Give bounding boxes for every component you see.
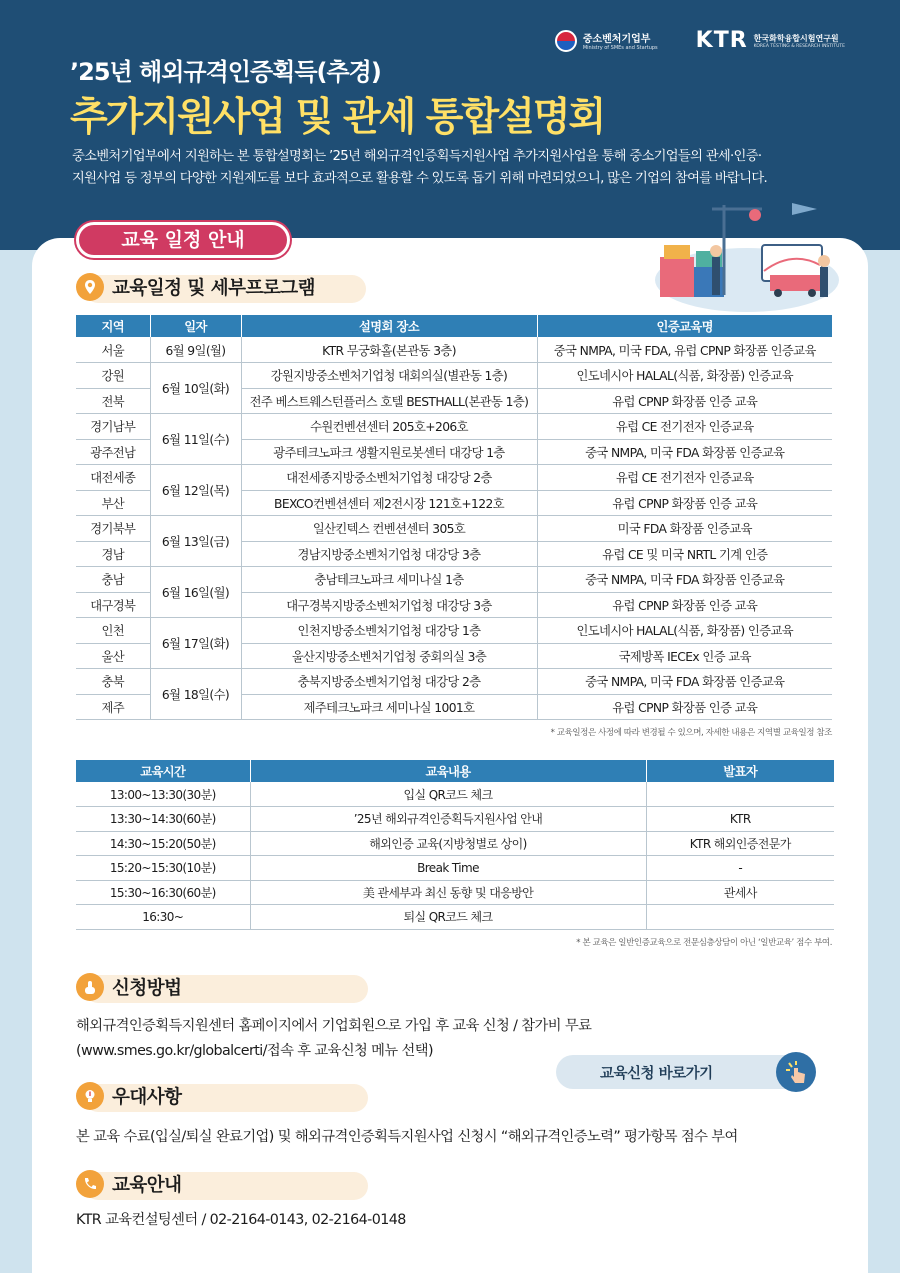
- cell-time: 13:00~13:30(30분): [76, 782, 250, 807]
- contact-text: KTR 교육컨설팅센터 / 02-2164-0143, 02-2164-0148: [76, 1212, 406, 1228]
- cell-speaker: 관세사: [646, 880, 834, 905]
- contact-section-heading: [76, 1170, 181, 1198]
- schedule-section-heading: [76, 273, 315, 301]
- apply-section-title: 신청방법: [112, 978, 182, 999]
- mss-name: 중소벤처기업부: [582, 34, 651, 45]
- cell-course: 중국 NMPA, 미국 FDA 화장품 인증교육: [537, 669, 832, 695]
- col-time: 교육시간: [76, 760, 250, 782]
- lightbulb-icon: [76, 1082, 104, 1110]
- cell-venue: 경남지방중소벤처기업청 대강당 3층: [241, 541, 537, 567]
- cell-course: 중국 NMPA, 미국 FDA 화장품 인증교육: [537, 439, 832, 465]
- cell-region: 충북: [76, 669, 150, 695]
- cell-region: 인천: [76, 618, 150, 644]
- col-date: 일자: [150, 315, 241, 337]
- schedule-header-row: [76, 315, 832, 337]
- cell-venue: 울산지방중소벤처기업청 중회의실 3층: [241, 643, 537, 669]
- program-table: [76, 760, 834, 930]
- cell-venue: 대전세종지방중소벤처기업청 대강당 2층: [241, 465, 537, 491]
- cell-venue: 인천지방중소벤처기업청 대강당 1층: [241, 618, 537, 644]
- cell-course: 국제방폭 IECEx 인증 교육: [537, 643, 832, 669]
- cell-venue: 대구경북지방중소벤처기업청 대강당 3층: [241, 592, 537, 618]
- apply-text-line2: (www.smes.go.kr/globalcerti/접속 후 교육신청 메뉴 선택): [76, 1043, 433, 1059]
- cell-speaker: -: [646, 856, 834, 881]
- benefit-section-title: 우대사항: [112, 1087, 182, 1108]
- cell-speaker: [646, 782, 834, 807]
- table-row: [76, 669, 832, 695]
- cell-date: 6월 13일(금): [150, 516, 241, 567]
- location-pin-icon: [76, 273, 104, 301]
- cell-content: 퇴실 QR코드 체크: [250, 905, 646, 930]
- contact-section-title: 교육안내: [112, 1175, 182, 1196]
- benefit-text: 본 교육 수료(입실/퇴실 완료기업) 및 해외규격인증획득지원사업 신청시 “해외규격인증노력” 평가항목 점수 부여: [76, 1129, 738, 1145]
- cell-date: 6월 10일(화): [150, 363, 241, 414]
- program-note: * 본 교육은 일반인증교육으로 전문심층상담이 아닌 ‘일반교육’ 점수 부여.: [576, 938, 832, 948]
- cell-region: 대구경북: [76, 592, 150, 618]
- cell-region: 전북: [76, 388, 150, 414]
- cell-venue: 일산킨텍스 컨벤션센터 305호: [241, 516, 537, 542]
- mss-logo: [555, 30, 658, 52]
- cell-venue: BEXCO컨벤션센터 제2전시장 121호+122호: [241, 490, 537, 516]
- program-header-row: [76, 760, 834, 782]
- cell-course: 유럽 CE 전기전자 인증교육: [537, 465, 832, 491]
- cell-date: 6월 11일(수): [150, 414, 241, 465]
- col-venue: 설명회 장소: [241, 315, 537, 337]
- cell-region: 광주전남: [76, 439, 150, 465]
- cell-region: 충남: [76, 567, 150, 593]
- cell-region: 강원: [76, 363, 150, 389]
- taeguk-icon: [555, 30, 577, 52]
- schedule-table: [76, 315, 832, 720]
- cell-course: 인도네시아 HALAL(식품, 화장품) 인증교육: [537, 363, 832, 389]
- logistics-illustration-icon: [652, 195, 842, 315]
- cell-region: 경기북부: [76, 516, 150, 542]
- cell-venue: 광주테크노파크 생활지원로봇센터 대강당 1층: [241, 439, 537, 465]
- ktr-name: 한국화학융합시험연구원: [753, 33, 839, 43]
- cell-region: 경기남부: [76, 414, 150, 440]
- table-row: [76, 831, 834, 856]
- cell-course: 미국 FDA 화장품 인증교육: [537, 516, 832, 542]
- cell-course: 유럽 CPNP 화장품 인증 교육: [537, 592, 832, 618]
- intro-text: 중소벤처기업부에서 지원하는 본 통합설명회는 ’25년 해외규격인증획득지원사업 추가지원사업을 통해 중소기업들의 관세·인증·지원사업 등 정부의 다양한 지원제도를 보다 효과적으로 활용할 수 있도록 돕기 위해 마련되었으니, 많은 기업의 참여를 바랍니다.: [72, 149, 768, 186]
- cell-date: 6월 18일(수): [150, 669, 241, 720]
- cell-course: 유럽 CE 전기전자 인증교육: [537, 414, 832, 440]
- benefit-section-heading: [76, 1082, 181, 1110]
- cell-region: 대전세종: [76, 465, 150, 491]
- program-body: [76, 782, 834, 929]
- cell-course: 인도네시아 HALAL(식품, 화장품) 인증교육: [537, 618, 832, 644]
- table-row: [76, 465, 832, 491]
- col-region: 지역: [76, 315, 150, 337]
- table-row: [76, 807, 834, 832]
- cell-venue: 수원컨벤션센터 205호+206호: [241, 414, 537, 440]
- ktr-mark: KTR: [695, 28, 748, 53]
- ktr-logo: [696, 28, 845, 53]
- cell-course: 중국 NMPA, 미국 FDA, 유럽 CPNP 화장품 인증교육: [537, 337, 832, 363]
- pointer-hand-icon: [76, 973, 104, 1001]
- cell-course: 유럽 CE 및 미국 NRTL 기계 인증: [537, 541, 832, 567]
- cell-date: 6월 16일(월): [150, 567, 241, 618]
- cell-course: 유럽 CPNP 화장품 인증 교육: [537, 490, 832, 516]
- click-hand-icon[interactable]: [776, 1052, 816, 1092]
- cell-speaker: KTR 해외인증전문가: [646, 831, 834, 856]
- col-course: 인증교육명: [537, 315, 832, 337]
- cell-date: 6월 12일(목): [150, 465, 241, 516]
- cell-venue: 강원지방중소벤처기업청 대회의실(별관동 1층): [241, 363, 537, 389]
- schedule-section-title: 교육일정 및 세부프로그램: [112, 278, 315, 299]
- page-subtitle: ’25년 해외규격인증획득(추경): [70, 58, 381, 86]
- cell-time: 15:30~16:30(60분): [76, 880, 250, 905]
- cell-time: 16:30~: [76, 905, 250, 930]
- schedule-note: * 교육일정은 사정에 따라 변경될 수 있으며, 자세한 내용은 지역별 교육일정 참조: [550, 728, 832, 738]
- cell-venue: 충남테크노파크 세미나실 1층: [241, 567, 537, 593]
- cell-course: 유럽 CPNP 화장품 인증 교육: [537, 694, 832, 720]
- cell-content: 해외인증 교육(지방청별로 상이): [250, 831, 646, 856]
- cell-course: 중국 NMPA, 미국 FDA 화장품 인증교육: [537, 567, 832, 593]
- cell-date: 6월 9일(월): [150, 337, 241, 363]
- cell-speaker: KTR: [646, 807, 834, 832]
- apply-shortcut-label: 교육신청 바로가기: [600, 1065, 713, 1082]
- cell-venue: KTR 무궁화홀(본관동 3층): [241, 337, 537, 363]
- cell-content: ’25년 해외규격인증획득지원사업 안내: [250, 807, 646, 832]
- table-row: [76, 905, 834, 930]
- cell-venue: 전주 베스트웨스턴플러스 호텔 BESTHALL(본관동 1층): [241, 388, 537, 414]
- cell-time: 15:20~15:30(10분): [76, 856, 250, 881]
- apply-text-line1: 해외규격인증획득지원센터 홈페이지에서 기업회원으로 가입 후 교육 신청 / 참가비 무료: [76, 1018, 592, 1034]
- apply-section-heading: [76, 973, 181, 1001]
- cell-region: 서울: [76, 337, 150, 363]
- cell-region: 부산: [76, 490, 150, 516]
- mss-subname: Ministry of SMEs and Startups: [582, 45, 658, 51]
- cell-speaker: [646, 905, 834, 930]
- table-row: [76, 337, 832, 363]
- cell-course: 유럽 CPNP 화장품 인증 교육: [537, 388, 832, 414]
- ktr-subname: KOREA TESTING & RESEARCH INSTITUTE: [753, 43, 845, 49]
- cell-time: 14:30~15:20(50분): [76, 831, 250, 856]
- cell-venue: 제주테크노파크 세미나실 1001호: [241, 694, 537, 720]
- table-row: [76, 567, 832, 593]
- cell-region: 울산: [76, 643, 150, 669]
- table-row: [76, 782, 834, 807]
- table-row: [76, 414, 832, 440]
- cell-content: 입실 QR코드 체크: [250, 782, 646, 807]
- col-content: 교육내용: [250, 760, 646, 782]
- page-title: 추가지원사업 및 관세 통합설명회: [70, 95, 605, 140]
- phone-icon: [76, 1170, 104, 1198]
- cell-time: 13:30~14:30(60분): [76, 807, 250, 832]
- cell-date: 6월 17일(화): [150, 618, 241, 669]
- col-speaker: 발표자: [646, 760, 834, 782]
- table-row: [76, 618, 832, 644]
- table-row: [76, 856, 834, 881]
- table-row: [76, 363, 832, 389]
- table-row: [76, 516, 832, 542]
- cell-region: 경남: [76, 541, 150, 567]
- schedule-body: [76, 337, 832, 720]
- logo-group: [555, 28, 845, 53]
- schedule-tab-label: 교육 일정 안내: [76, 222, 290, 258]
- cell-content: 美 관세부과 최신 동향 및 대응방안: [250, 880, 646, 905]
- cell-venue: 충북지방중소벤처기업청 대강당 2층: [241, 669, 537, 695]
- table-row: [76, 880, 834, 905]
- cell-content: Break Time: [250, 856, 646, 881]
- cell-region: 제주: [76, 694, 150, 720]
